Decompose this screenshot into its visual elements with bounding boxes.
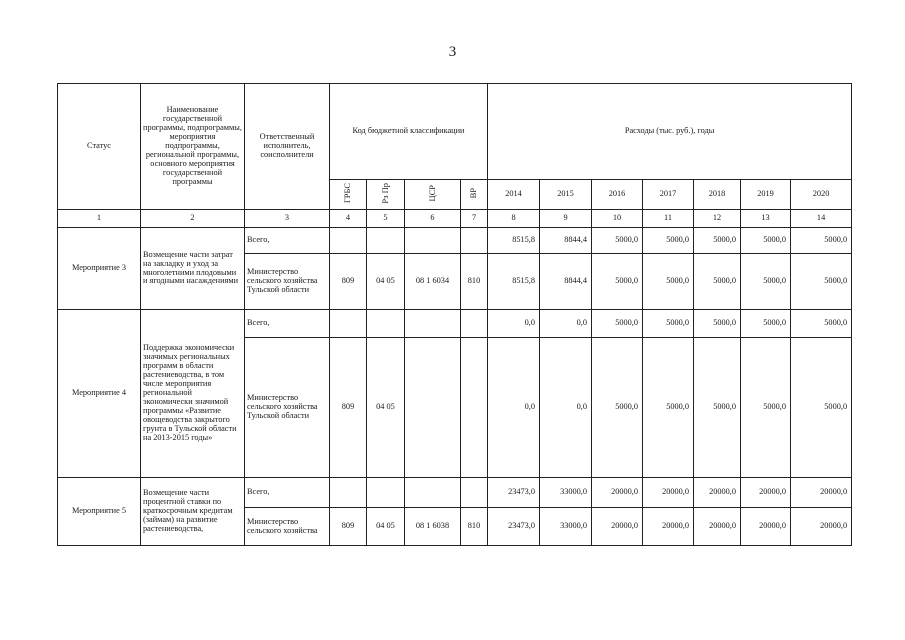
header-executor: Ответственный исполнитель, соисполнители (245, 84, 330, 210)
measure-5-total-row (58, 478, 852, 508)
header-year: 2018 (694, 180, 741, 210)
header-row-1 (58, 84, 852, 180)
amount-cell: 5000,0 (791, 338, 852, 478)
column-number: 5 (367, 210, 405, 228)
measure-status: Мероприятие 4 (58, 310, 141, 478)
csr-cell: 08 1 6038 (405, 508, 461, 546)
amount-cell: 5000,0 (694, 254, 741, 310)
ministry-label: Министерство сельского хозяйства Тульской области (245, 254, 330, 310)
amount-cell: 5000,0 (592, 228, 643, 254)
header-code-rzpr-text: Рз Пр (379, 182, 390, 204)
amount-cell: 5000,0 (741, 338, 791, 478)
column-number: 13 (741, 210, 791, 228)
column-number: 9 (540, 210, 592, 228)
amount-cell: 5000,0 (643, 254, 694, 310)
amount-cell: 20000,0 (791, 478, 852, 508)
amount-cell: 20000,0 (741, 478, 791, 508)
amount-cell: 0,0 (540, 338, 592, 478)
amount-cell: 20000,0 (592, 508, 643, 546)
amount-cell: 20000,0 (592, 478, 643, 508)
measure-name: Возмещение части затрат на закладку и уход за многолетними плодовыми и ягодными насаждениями (141, 228, 245, 310)
grbs-cell: 809 (330, 338, 367, 478)
rzpr-cell: 04 05 (367, 338, 405, 478)
header-code-csr (405, 180, 461, 210)
vr-cell: 810 (461, 254, 488, 310)
header-status: Статус (58, 84, 141, 210)
amount-cell: 8844,4 (540, 254, 592, 310)
grbs-cell: 809 (330, 254, 367, 310)
column-number: 6 (405, 210, 461, 228)
header-code-vr-text: ВР (468, 187, 479, 199)
amount-cell: 5000,0 (694, 228, 741, 254)
header-code-csr-text: ЦСР (426, 184, 437, 202)
amount-cell: 5000,0 (643, 228, 694, 254)
amount-cell: 5000,0 (592, 254, 643, 310)
rzpr-cell: 04 05 (367, 254, 405, 310)
column-number: 11 (643, 210, 694, 228)
header-year: 2016 (592, 180, 643, 210)
total-label: Всего, (245, 310, 330, 338)
amount-cell: 8515,8 (488, 254, 540, 310)
vr-cell (461, 338, 488, 478)
header-code-grbs-text: ГРБС (342, 182, 353, 204)
rzpr-cell: 04 05 (367, 508, 405, 546)
header-year: 2014 (488, 180, 540, 210)
column-number: 4 (330, 210, 367, 228)
csr-cell: 08 1 6034 (405, 254, 461, 310)
grbs-cell: 809 (330, 508, 367, 546)
vr-cell: 810 (461, 508, 488, 546)
header-year: 2017 (643, 180, 694, 210)
amount-cell: 5000,0 (791, 310, 852, 338)
amount-cell: 23473,0 (488, 508, 540, 546)
amount-cell: 5000,0 (694, 310, 741, 338)
header-code-grbs (330, 180, 367, 210)
column-number-row (58, 210, 852, 228)
header-name: Наименование государственной программы, подпрограммы, мероприятия подпрограммы, региональной программы, основного мероприятия государственной программы (141, 84, 245, 210)
amount-cell: 8515,8 (488, 228, 540, 254)
amount-cell: 33000,0 (540, 508, 592, 546)
amount-cell: 23473,0 (488, 478, 540, 508)
header-year: 2015 (540, 180, 592, 210)
ministry-label: Министерство сельского хозяйства Тульской области (245, 338, 330, 478)
amount-cell: 5000,0 (592, 310, 643, 338)
header-expenses: Расходы (тыс. руб.), годы (488, 84, 852, 180)
amount-cell: 8844,4 (540, 228, 592, 254)
header-code-rzpr (367, 180, 405, 210)
amount-cell: 20000,0 (643, 508, 694, 546)
total-label: Всего, (245, 228, 330, 254)
amount-cell: 0,0 (540, 310, 592, 338)
column-number: 12 (694, 210, 741, 228)
amount-cell: 5000,0 (741, 228, 791, 254)
total-label: Всего, (245, 478, 330, 508)
column-number: 2 (141, 210, 245, 228)
amount-cell: 5000,0 (791, 254, 852, 310)
measure-3-total-row (58, 228, 852, 254)
column-number: 8 (488, 210, 540, 228)
column-number: 7 (461, 210, 488, 228)
page-number: 3 (448, 44, 457, 60)
measure-4-total-row (58, 310, 852, 338)
amount-cell: 5000,0 (643, 338, 694, 478)
amount-cell: 20000,0 (643, 478, 694, 508)
amount-cell: 5000,0 (741, 254, 791, 310)
amount-cell: 5000,0 (643, 310, 694, 338)
header-year: 2020 (791, 180, 852, 210)
amount-cell: 0,0 (488, 310, 540, 338)
column-number: 14 (791, 210, 852, 228)
amount-cell: 33000,0 (540, 478, 592, 508)
amount-cell: 0,0 (488, 338, 540, 478)
amount-cell: 20000,0 (694, 478, 741, 508)
measure-name: Возмещение части процентной ставки по краткосрочным кредитам (займам) на развитие растениеводства, (141, 478, 245, 546)
amount-cell: 20000,0 (741, 508, 791, 546)
amount-cell: 5000,0 (791, 228, 852, 254)
measure-status: Мероприятие 5 (58, 478, 141, 546)
column-number: 3 (245, 210, 330, 228)
header-budget-code: Код бюджетной классификации (330, 84, 488, 180)
amount-cell: 5000,0 (694, 338, 741, 478)
ministry-label: Министерство сельского хозяйства (245, 508, 330, 546)
column-number: 10 (592, 210, 643, 228)
amount-cell: 20000,0 (791, 508, 852, 546)
header-code-vr (461, 180, 488, 210)
csr-cell (405, 338, 461, 478)
header-year: 2019 (741, 180, 791, 210)
budget-table (57, 83, 852, 546)
amount-cell: 5000,0 (741, 310, 791, 338)
amount-cell: 5000,0 (592, 338, 643, 478)
measure-status: Мероприятие 3 (58, 228, 141, 310)
amount-cell: 20000,0 (694, 508, 741, 546)
measure-name: Поддержка экономически значимых региональных программ в области растениеводства, в том числе мероприятия региональной экономически значимой программы «Развитие овощеводства закрытого грунта в Тульской области на 2013-2015 годы» (141, 310, 245, 478)
column-number: 1 (58, 210, 141, 228)
